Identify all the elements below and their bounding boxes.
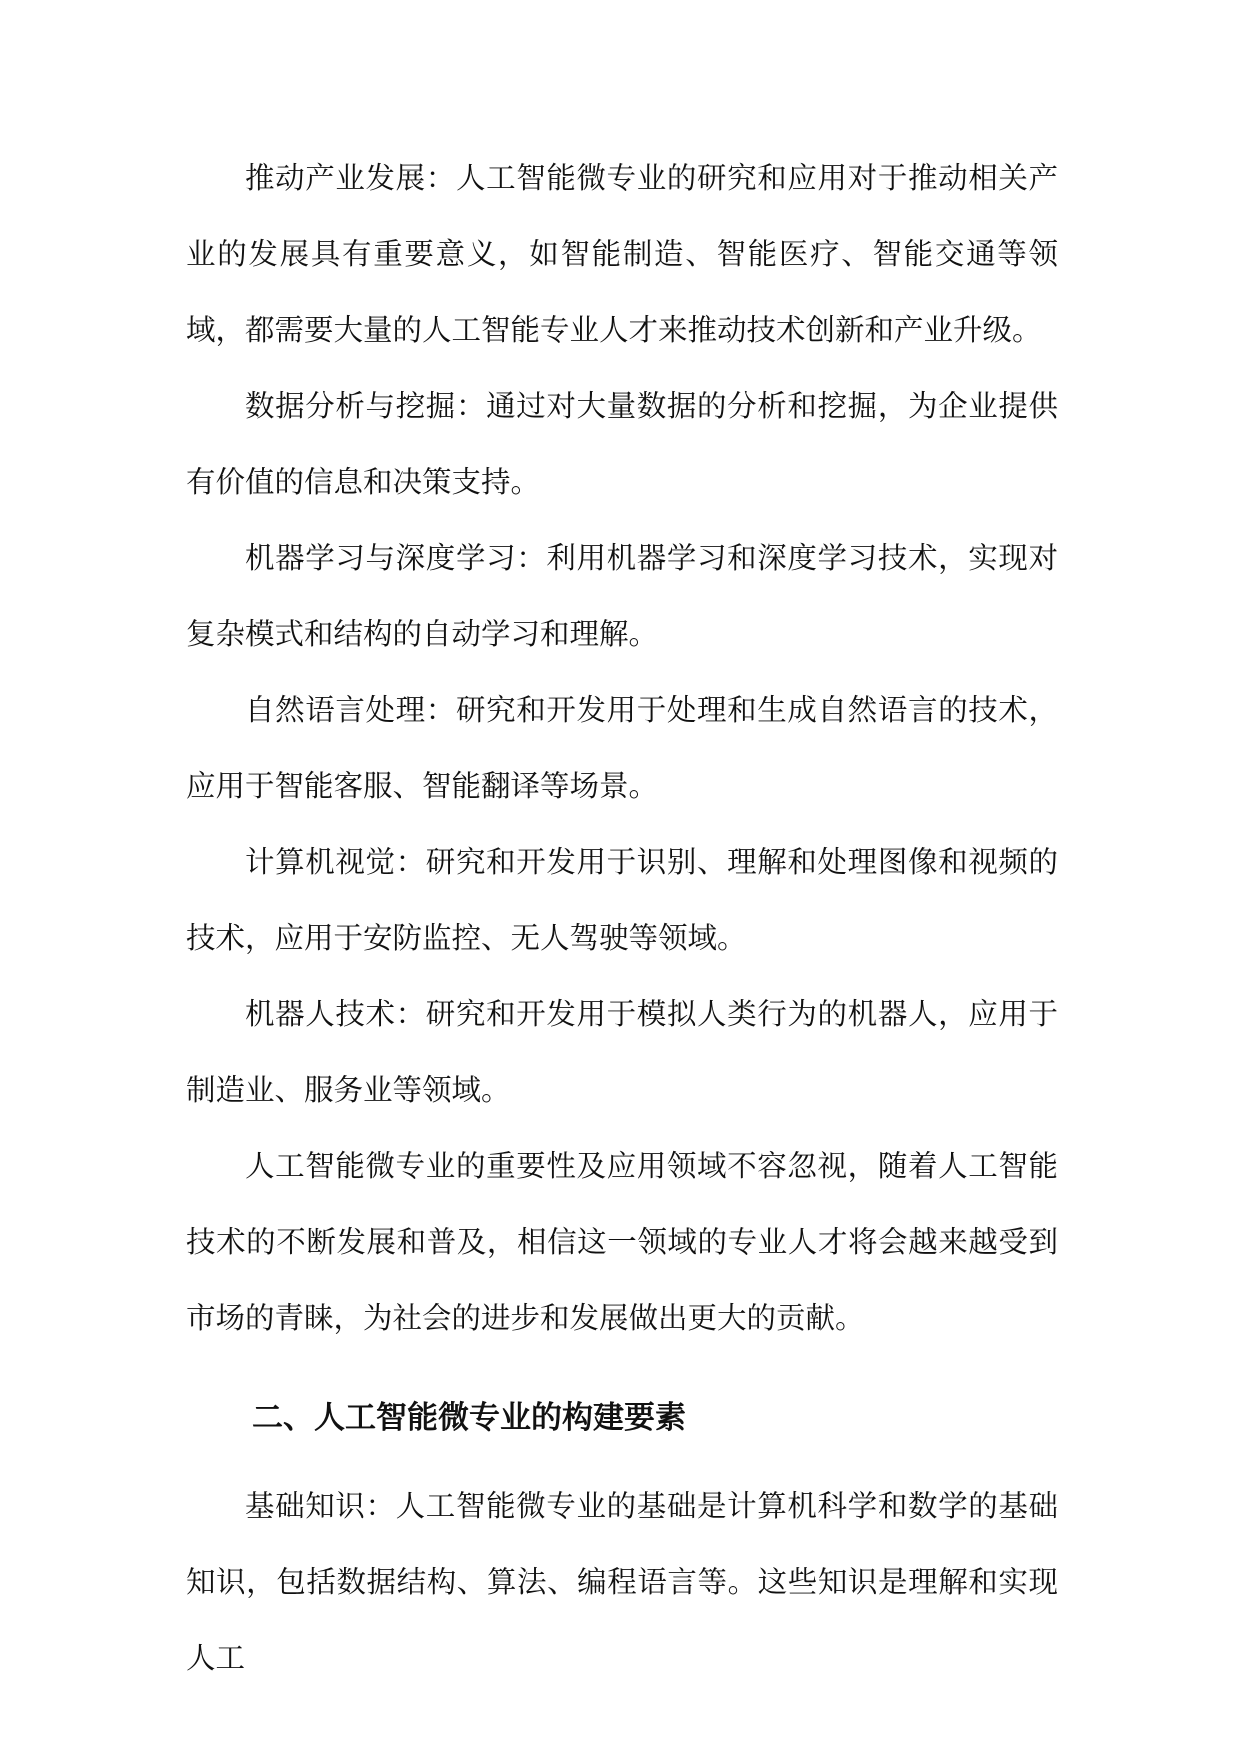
- paragraph-data-analysis: 数据分析与挖掘：通过对大量数据的分析和挖掘，为企业提供有价值的信息和决策支持。: [186, 389, 1058, 499]
- paragraph-robotics: 机器人技术：研究和开发用于模拟人类行为的机器人，应用于制造业、服务业等领域。: [186, 997, 1058, 1107]
- paragraph-machine-learning: 机器学习与深度学习：利用机器学习和深度学习技术，实现对复杂模式和结构的自动学习和理解。: [186, 541, 1058, 651]
- paragraph-industry-development: 推动产业发展：人工智能微专业的研究和应用对于推动相关产业的发展具有重要意义，如智能制造、智能医疗、智能交通等领域，都需要大量的人工智能专业人才来推动技术创新和产业升级。: [186, 161, 1058, 347]
- paragraph-summary: 人工智能微专业的重要性及应用领域不容忽视，随着人工智能技术的不断发展和普及，相信这一领域的专业人才将会越来越受到市场的青睐，为社会的进步和发展做出更大的贡献。: [186, 1149, 1058, 1335]
- paragraph-nlp: 自然语言处理：研究和开发用于处理和生成自然语言的技术，应用于智能客服、智能翻译等场景。: [186, 693, 1058, 803]
- section-heading: 二、人工智能微专业的构建要素: [252, 1400, 686, 1436]
- paragraph-basic-knowledge: 基础知识：人工智能微专业的基础是计算机科学和数学的基础知识，包括数据结构、算法、编程语言等。这些知识是理解和实现人工: [186, 1489, 1058, 1675]
- paragraph-computer-vision: 计算机视觉：研究和开发用于识别、理解和处理图像和视频的技术，应用于安防监控、无人驾驶等领域。: [186, 845, 1058, 955]
- document-body: [186, 140, 1058, 1696]
